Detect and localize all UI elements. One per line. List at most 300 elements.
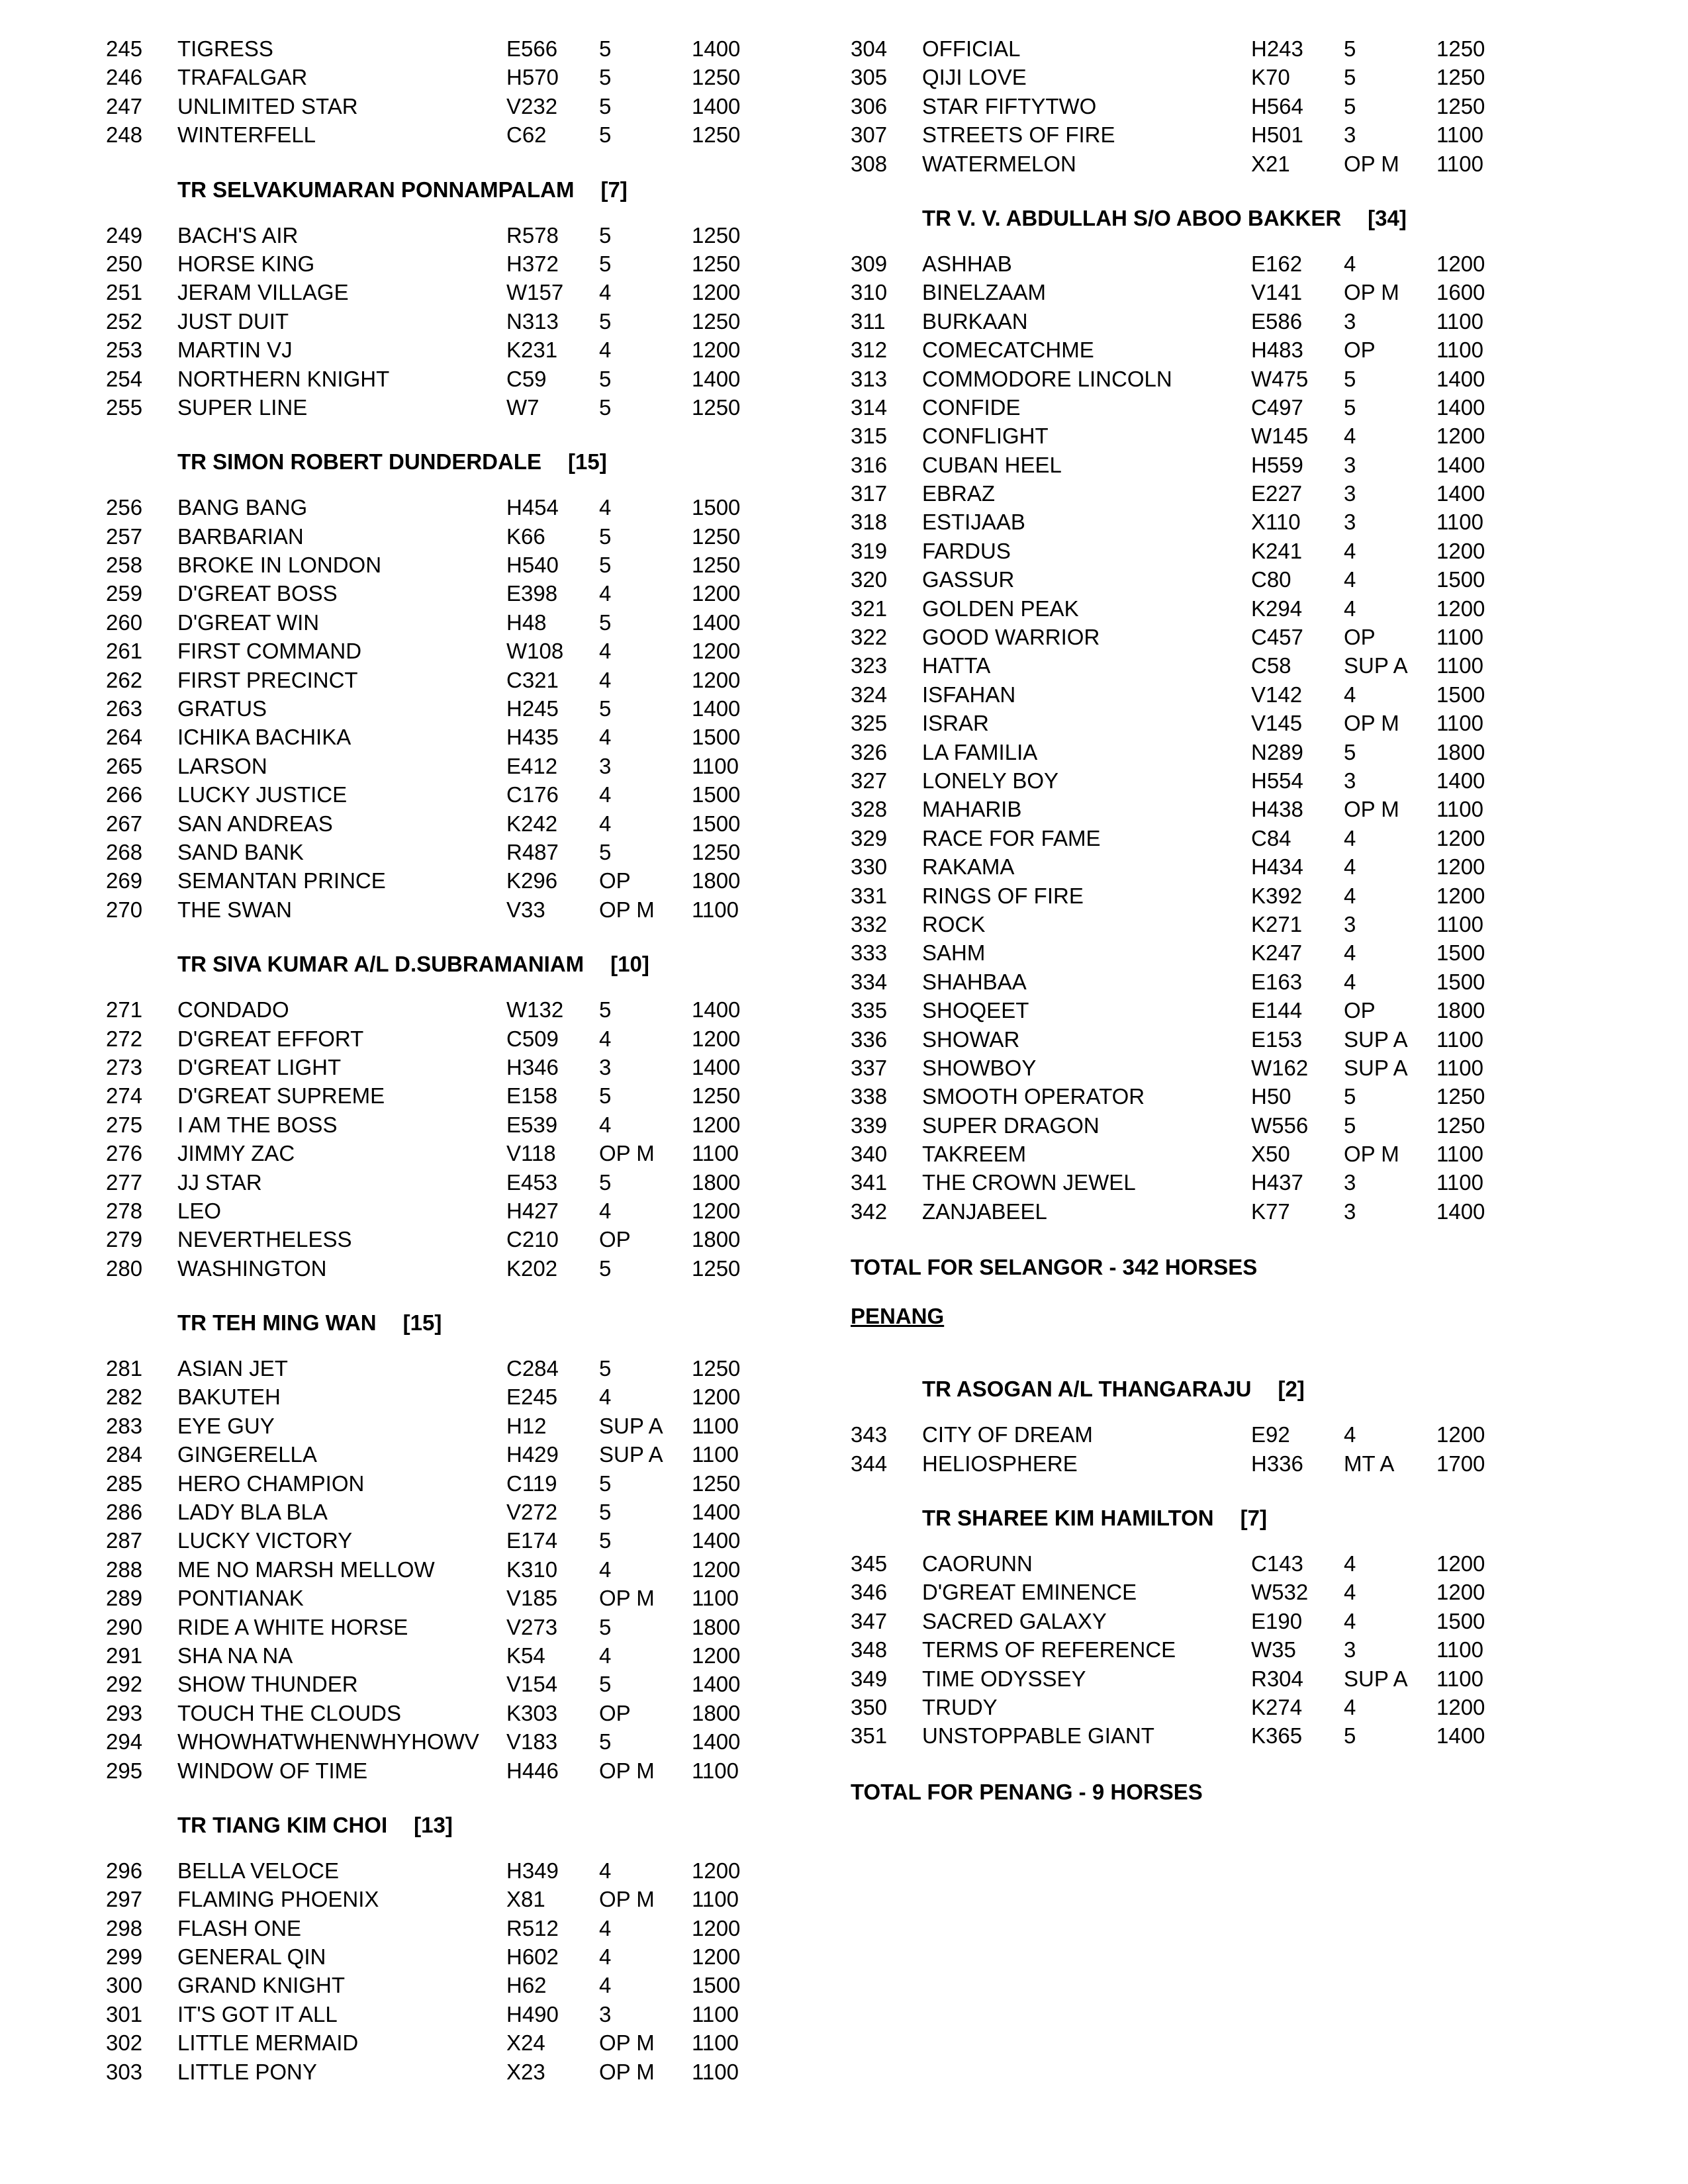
distance: 1400 [1436,366,1485,391]
horse-name: GRAND KNIGHT [177,1973,346,1998]
horse-code: C80 [1251,567,1291,592]
horse-code: K365 [1251,1723,1303,1749]
horse-name: GINGERELLA [177,1442,317,1467]
distance: 1400 [692,93,741,118]
horse-name: CONFLIGHT [922,424,1049,449]
rating-class: 4 [599,1112,612,1137]
horse-code: H540 [506,553,559,578]
horse-entry-row [106,551,768,579]
distance: 1100 [1436,911,1483,936]
rating-class: 5 [1344,1113,1356,1138]
rating-class: 3 [1344,911,1356,936]
horse-name: D'GREAT EMINENCE [922,1580,1137,1605]
horse-entry-row [851,92,1592,120]
horse-code: C84 [1251,825,1291,850]
horse-code: E227 [1251,481,1303,506]
entry-number: 305 [851,65,888,90]
trainer-heading [106,949,768,979]
spacer [106,1338,768,1354]
horse-name: WINDOW OF TIME [177,1758,368,1783]
horse-code: H429 [506,1442,559,1467]
entry-number: 326 [851,739,888,764]
entry-number: 333 [851,940,888,966]
trainer-horse-count: [13] [414,1812,453,1837]
rating-class: 4 [599,280,612,305]
entry-number: 319 [851,538,888,563]
rating-class: 4 [1344,251,1356,276]
horse-code: H346 [506,1054,559,1079]
distance: 1250 [1436,93,1485,118]
horse-name: D'GREAT SUPREME [177,1083,385,1109]
rating-class: OP M [1344,280,1399,305]
distance: 1200 [1436,825,1485,850]
horse-name: MAHARIB [922,797,1022,822]
horse-entry-row [851,594,1592,623]
rating-class: 4 [1344,538,1356,563]
entry-number: 312 [851,338,888,363]
entry-number: 289 [106,1586,143,1611]
entry-number: 337 [851,1055,888,1080]
rating-class: OP [1344,625,1376,650]
horse-name: FLAMING PHOENIX [177,1887,379,1912]
horse-entry-row [851,508,1592,536]
horse-code: E453 [506,1169,558,1195]
horse-code: C321 [506,667,559,692]
rating-class: 3 [1344,510,1356,535]
rating-class: 5 [599,553,612,578]
entry-number: 273 [106,1054,143,1079]
rating-class: 4 [599,725,612,750]
horse-entry-row [106,2000,768,2028]
trainer-horse-count: [7] [1240,1506,1267,1531]
horse-code: H349 [506,1858,559,1883]
horse-name: SHAHBAA [922,969,1027,994]
rating-class: 4 [599,667,612,692]
horse-code: E539 [506,1112,558,1137]
trainer-name: TR SHAREE KIM HAMILTON [922,1506,1214,1531]
trainer-horse-count: [2] [1278,1377,1305,1402]
distance: 1100 [1436,1142,1483,1167]
distance: 1500 [692,725,741,750]
horse-code: E566 [506,36,558,61]
rating-class: 4 [599,1198,612,1223]
horse-code: V33 [506,897,545,922]
distance: 1200 [692,1944,741,1970]
horse-entry-row [851,651,1592,680]
rating-class: 4 [1344,825,1356,850]
rating-class: OP M [1344,711,1399,736]
horse-code: V272 [506,1500,558,1525]
trainer-name: TR V. V. ABDULLAH S/O ABOO BAKKER [922,205,1342,230]
horse-entry-row [106,1383,768,1411]
horse-code: H501 [1251,122,1303,148]
horse-entry-row [106,637,768,665]
horse-name: TIME ODYSSEY [922,1666,1086,1691]
entry-number: 330 [851,854,888,880]
horse-code: H437 [1251,1170,1303,1195]
horse-name: ME NO MARSH MELLOW [177,1557,435,1582]
distance: 1400 [1436,394,1485,420]
entry-number: 321 [851,596,888,621]
entry-number: 332 [851,911,888,936]
right-column [851,34,1592,1809]
distance: 1100 [692,1141,739,1166]
horse-name: FIRST PRECINCT [177,667,358,692]
rating-class: 5 [599,1169,612,1195]
horse-code: W157 [506,280,564,305]
entry-number: 302 [106,2030,143,2056]
horse-code: K294 [1251,596,1303,621]
horse-code: K303 [506,1700,558,1725]
entry-number: 275 [106,1112,143,1137]
horse-entry-row [851,451,1592,479]
horse-code: H435 [506,725,559,750]
entry-number: 324 [851,682,888,707]
horse-name: MARTIN VJ [177,338,293,363]
horse-name: SUPER DRAGON [922,1113,1100,1138]
horse-entry-row [106,1412,768,1440]
rating-class: OP M [599,2030,655,2056]
horse-name: ASHHAB [922,251,1012,276]
rating-class: 4 [1344,883,1356,908]
rating-class: 4 [599,1915,612,1940]
rating-class: MT A [1344,1451,1395,1476]
horse-name: JIMMY ZAC [177,1141,295,1166]
distance: 1400 [1436,1199,1485,1224]
rating-class: SUP A [1344,653,1408,678]
horse-code: C457 [1251,625,1303,650]
horse-entry-row [106,250,768,278]
horse-name: HELIOSPHERE [922,1451,1078,1476]
spacer [106,205,768,221]
horse-entry-row [106,838,768,866]
rating-class: 3 [599,1054,612,1079]
horse-code: E144 [1251,998,1303,1023]
horse-code: K392 [1251,883,1303,908]
distance: 1100 [1436,1055,1483,1080]
rating-class: 5 [1344,394,1356,420]
rating-class: 3 [1344,768,1356,793]
horse-entry-row [106,1024,768,1053]
horse-name: NEVERTHELESS [177,1227,352,1252]
trainer-name: TR SIVA KUMAR A/L D.SUBRAMANIAM [177,952,585,977]
horse-name: QIJI LOVE [922,65,1027,90]
rating-class: 5 [1344,93,1356,118]
horse-name: CONFIDE [922,394,1021,420]
horse-entry-row [851,852,1592,881]
distance: 1500 [692,1973,741,1998]
entry-number: 260 [106,610,143,635]
horse-entry-row [106,63,768,91]
distance: 1250 [1436,1084,1485,1109]
horse-entry-row [851,393,1592,422]
horse-entry-row [106,1584,768,1612]
entry-number: 338 [851,1084,888,1109]
horse-entry-row [851,63,1592,91]
horse-entry-row [106,780,768,809]
horse-code: K247 [1251,940,1303,966]
rating-class: 4 [1344,1608,1356,1633]
horse-entry-row [106,1670,768,1698]
horse-entry-row [851,34,1592,63]
entry-number: 301 [106,2001,143,2026]
rating-class: 4 [1344,854,1356,880]
entry-number: 322 [851,625,888,650]
distance: 1250 [692,394,741,420]
entry-number: 285 [106,1471,143,1496]
spacer [851,1478,1592,1503]
entry-number: 261 [106,639,143,664]
horse-entry-row [851,307,1592,336]
entry-number: 310 [851,280,888,305]
horse-code: H434 [1251,854,1303,880]
horse-code: H12 [506,1413,547,1438]
horse-code: C62 [506,122,547,148]
distance: 1800 [692,1614,741,1639]
horse-entry-row [106,809,768,838]
entry-number: 297 [106,1887,143,1912]
entry-number: 266 [106,782,143,807]
distance: 1250 [692,1471,741,1496]
entry-number: 307 [851,122,888,148]
entry-number: 320 [851,567,888,592]
rating-class: 4 [599,1026,612,1051]
horse-code: E586 [1251,308,1303,334]
distance: 1250 [692,308,741,334]
entry-number: 346 [851,1580,888,1605]
horse-entry-row [851,1664,1592,1693]
entry-number: 300 [106,1973,143,1998]
entry-number: 344 [851,1451,888,1476]
spacer [851,1226,1592,1251]
rating-class: 3 [599,753,612,778]
horse-code: H372 [506,251,559,276]
horse-name: SEMANTAN PRINCE [177,868,386,893]
horse-entry-row [106,1498,768,1526]
entry-number: 276 [106,1141,143,1166]
rating-class: OP M [1344,1142,1399,1167]
horse-code: N313 [506,308,559,334]
horse-name: WATERMELON [922,151,1076,176]
horse-code: W132 [506,997,564,1023]
distance: 1200 [692,338,741,363]
entry-number: 316 [851,452,888,477]
horse-name: ICHIKA BACHIKA [177,725,352,750]
horse-entry-row [851,336,1592,364]
horse-name: RINGS OF FIRE [922,883,1084,908]
spacer [106,422,768,447]
horse-code: H554 [1251,768,1303,793]
distance: 1200 [1436,1694,1485,1719]
rating-class: 5 [599,997,612,1023]
distance: 1700 [1436,1451,1485,1476]
horse-name: D'GREAT LIGHT [177,1054,342,1079]
horse-entry-row [106,1971,768,1999]
horse-name: D'GREAT WIN [177,610,320,635]
entry-number: 293 [106,1700,143,1725]
horse-entry-row [851,1578,1592,1606]
horse-code: C176 [506,782,559,807]
distance: 1400 [692,696,741,721]
horse-code: V154 [506,1672,558,1697]
rating-class: 5 [599,222,612,248]
horse-name: ASIAN JET [177,1356,288,1381]
horse-name: LADY BLA BLA [177,1500,328,1525]
horse-name: HORSE KING [177,251,315,276]
horse-entry-row [106,752,768,780]
distance: 1400 [1436,768,1485,793]
entry-number: 277 [106,1169,143,1195]
horse-name: CUBAN HEEL [922,452,1062,477]
entry-number: 339 [851,1113,888,1138]
rating-class: OP M [599,2059,655,2084]
horse-entry-row [851,1082,1592,1111]
horse-name: HERO CHAMPION [177,1471,365,1496]
distance: 1500 [692,811,741,836]
horse-name: PONTIANAK [177,1586,304,1611]
distance: 1800 [692,1227,741,1252]
horse-code: E158 [506,1083,558,1109]
rating-class: 4 [599,1944,612,1970]
horse-name: COMMODORE LINCOLN [922,366,1172,391]
horse-name: D'GREAT EFFORT [177,1026,364,1051]
horse-code: E162 [1251,251,1303,276]
horse-entry-row [851,1420,1592,1449]
distance: 1250 [692,1255,741,1281]
entry-number: 245 [106,36,143,61]
trainer-heading [106,1308,768,1338]
distance: 1400 [692,610,741,635]
horse-name: SAND BANK [177,839,304,864]
entry-number: 249 [106,222,143,248]
horse-code: C59 [506,366,547,391]
horse-name: THE CROWN JEWEL [922,1170,1136,1195]
rating-class: 5 [599,36,612,61]
distance: 1800 [692,1700,741,1725]
horse-name: SMOOTH OPERATOR [922,1084,1145,1109]
rating-class: 4 [599,1973,612,1998]
horse-name: EBRAZ [922,481,996,506]
horse-name: OFFICIAL [922,36,1021,61]
horse-entry-row [851,795,1592,823]
horse-entry-row [106,1756,768,1785]
entry-number: 335 [851,998,888,1023]
rating-class: 4 [1344,567,1356,592]
horse-name: WASHINGTON [177,1255,327,1281]
entry-number: 282 [106,1385,143,1410]
entry-number: 303 [106,2059,143,2084]
horse-entry-row [106,895,768,924]
distance: 1100 [692,2001,739,2026]
horse-entry-row [106,1469,768,1498]
horse-name: GRATUS [177,696,267,721]
entry-number: 252 [106,308,143,334]
horse-code: C284 [506,1356,559,1381]
horse-code: K242 [506,811,558,836]
trainer-heading [851,1374,1592,1404]
distance: 1100 [692,1413,739,1438]
horse-name: SAHM [922,940,986,966]
horse-name: TAKREEM [922,1142,1027,1167]
horse-code: C509 [506,1026,559,1051]
horse-code: W556 [1251,1113,1309,1138]
horse-entry-row [851,1025,1592,1054]
horse-entry-row [851,250,1592,278]
rating-class: 4 [599,338,612,363]
horse-code: H48 [506,610,547,635]
rating-class: 4 [1344,1580,1356,1605]
distance: 1250 [1436,65,1485,90]
horse-code: H62 [506,1973,547,1998]
horse-entry-row [106,493,768,522]
horse-name: RIDE A WHITE HORSE [177,1614,408,1639]
rating-class: 4 [599,782,612,807]
horse-code: H490 [506,2001,559,2026]
entry-number: 351 [851,1723,888,1749]
entry-number: 331 [851,883,888,908]
horse-entry-row [851,1607,1592,1635]
spacer [106,477,768,493]
rating-class: 4 [599,639,612,664]
horse-name: ROCK [922,911,986,936]
rating-class: OP M [1344,797,1399,822]
entry-number: 343 [851,1422,888,1447]
rating-class: OP M [599,1141,655,1166]
horse-entry-row [851,278,1592,306]
distance: 1100 [692,1586,739,1611]
trainer-name: TR TIANG KIM CHOI [177,1812,388,1837]
region-total: TOTAL FOR PENANG - 9 HORSES [851,1779,1203,1804]
horse-code: K241 [1251,538,1303,563]
horse-code: W532 [1251,1580,1309,1605]
rating-class: 3 [1344,481,1356,506]
horse-name: THE SWAN [177,897,292,922]
horse-name: JERAM VILLAGE [177,280,349,305]
horse-name: RAKAMA [922,854,1015,880]
horse-name: CAORUNN [922,1551,1033,1576]
distance: 1250 [1436,36,1485,61]
entry-number: 270 [106,897,143,922]
distance: 1100 [1436,711,1483,736]
rating-class: OP M [1344,151,1399,176]
horse-name: CITY OF DREAM [922,1422,1093,1447]
horse-entry-row [851,479,1592,508]
spacer [106,1283,768,1308]
trainer-name: TR TEH MING WAN [177,1310,377,1336]
rating-class: 3 [1344,308,1356,334]
rating-class: 4 [599,581,612,606]
distance: 1250 [692,1083,741,1109]
rating-class: 4 [599,495,612,520]
horse-entry-row [851,365,1592,393]
rating-class: 5 [1344,36,1356,61]
horse-name: LITTLE PONY [177,2059,317,2084]
trainer-heading [851,1503,1592,1533]
distance: 1100 [1436,653,1483,678]
horse-entry-row [851,882,1592,910]
distance: 1200 [1436,251,1485,276]
horse-code: E398 [506,581,558,606]
entry-number: 311 [851,308,886,334]
spacer [106,150,768,175]
entry-number: 299 [106,1944,143,1970]
horse-code: V232 [506,93,558,118]
horse-name: BURKAAN [922,308,1028,334]
horse-code: H570 [506,65,559,90]
horse-code: E92 [1251,1422,1290,1447]
horse-name: TRUDY [922,1694,998,1719]
distance: 1800 [1436,998,1485,1023]
